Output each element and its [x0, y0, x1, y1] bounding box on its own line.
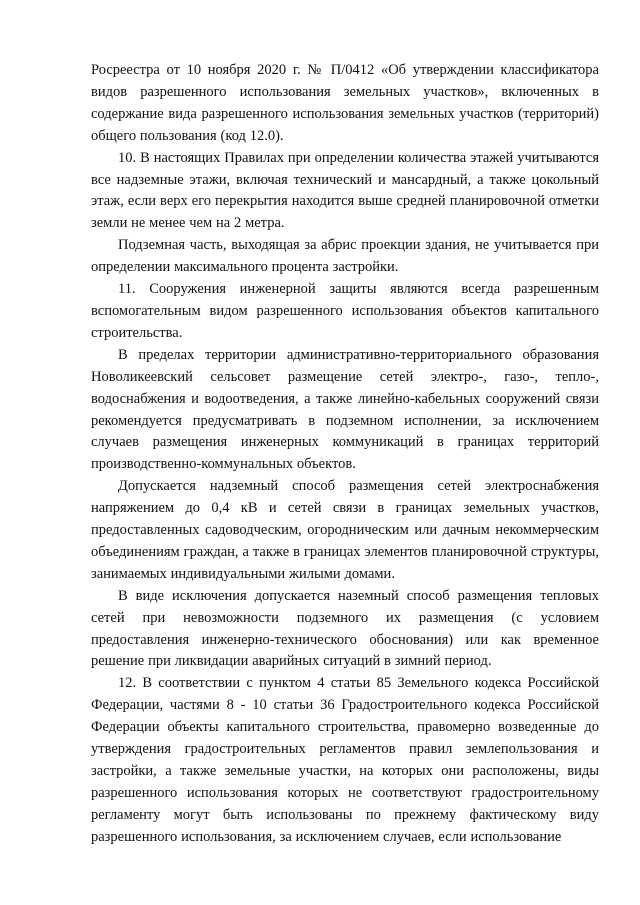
document-body: [91, 60, 599, 849]
paragraph: 10. В настоящих Правилах при определении количества этажей учитываются все надземные этажи, включая технический и мансардный, а также цокольный этаж, если верх его перекрытия находится выше средней планировочной отметки земли не менее чем на 2 метра.: [91, 149, 599, 232]
paragraph: Подземная часть, выходящая за абрис проекции здания, не учитывается при определении максимального процента застройки.: [91, 237, 599, 276]
paragraph: 11. Сооружения инженерной защиты являются всегда разрешенным вспомогательным видом разрешенного использования объектов капитального строительства.: [91, 281, 599, 341]
paragraph: 12. В соответствии с пунктом 4 статьи 85 Земельного кодекса Российской Федерации, частями 8 - 10 статьи 36 Градостроительного кодекса Российской Федерации объекты капитального строительства, правомерно возведенные до утверждения градостроительных регламентов правил землепользования и застройки, а также земельные участки, на которых они расположены, виды разрешенного использования которых не соответствуют градостроительному регламенту могут быть использованы по прежнему фактическому виду разрешенного использования, за исключением случаев, если использование: [91, 675, 599, 845]
paragraph: В виде исключения допускается наземный способ размещения тепловых сетей при невозможности подземного их размещения (с условием предоставления инженерно-технического обоснования) или как временное решение при ликвидации аварийных ситуаций в зимний период.: [91, 587, 599, 670]
paragraph: Росреестра от 10 ноября 2020 г. № П/0412 «Об утверждении классификатора видов разрешенного использования земельных участков», включенных в содержание вида разрешенного использования земельных участков (территорий) общего пользования (код 12.0).: [91, 62, 599, 144]
paragraph: В пределах территории административно-территориального образования Новоликеевский сельсовет размещение сетей электро-, газо-, тепло-, водоснабжения и водоотведения, а также линейно-кабельных сооружений связи рекомендуется предусматривать в подземном исполнении, за исключением случаев размещения инженерных коммуникаций в границах территорий производственно-коммунальных объектов.: [91, 346, 599, 473]
paragraph: Допускается надземный способ размещения сетей электроснабжения напряжением до 0,4 кВ и сетей связи в границах земельных участков, предоставленных садоводческим, огородническим или дачным некоммерческим объединениям граждан, а также в границах элементов планировочной структуры, занимаемых индивидуальными жилыми домами.: [91, 478, 599, 582]
